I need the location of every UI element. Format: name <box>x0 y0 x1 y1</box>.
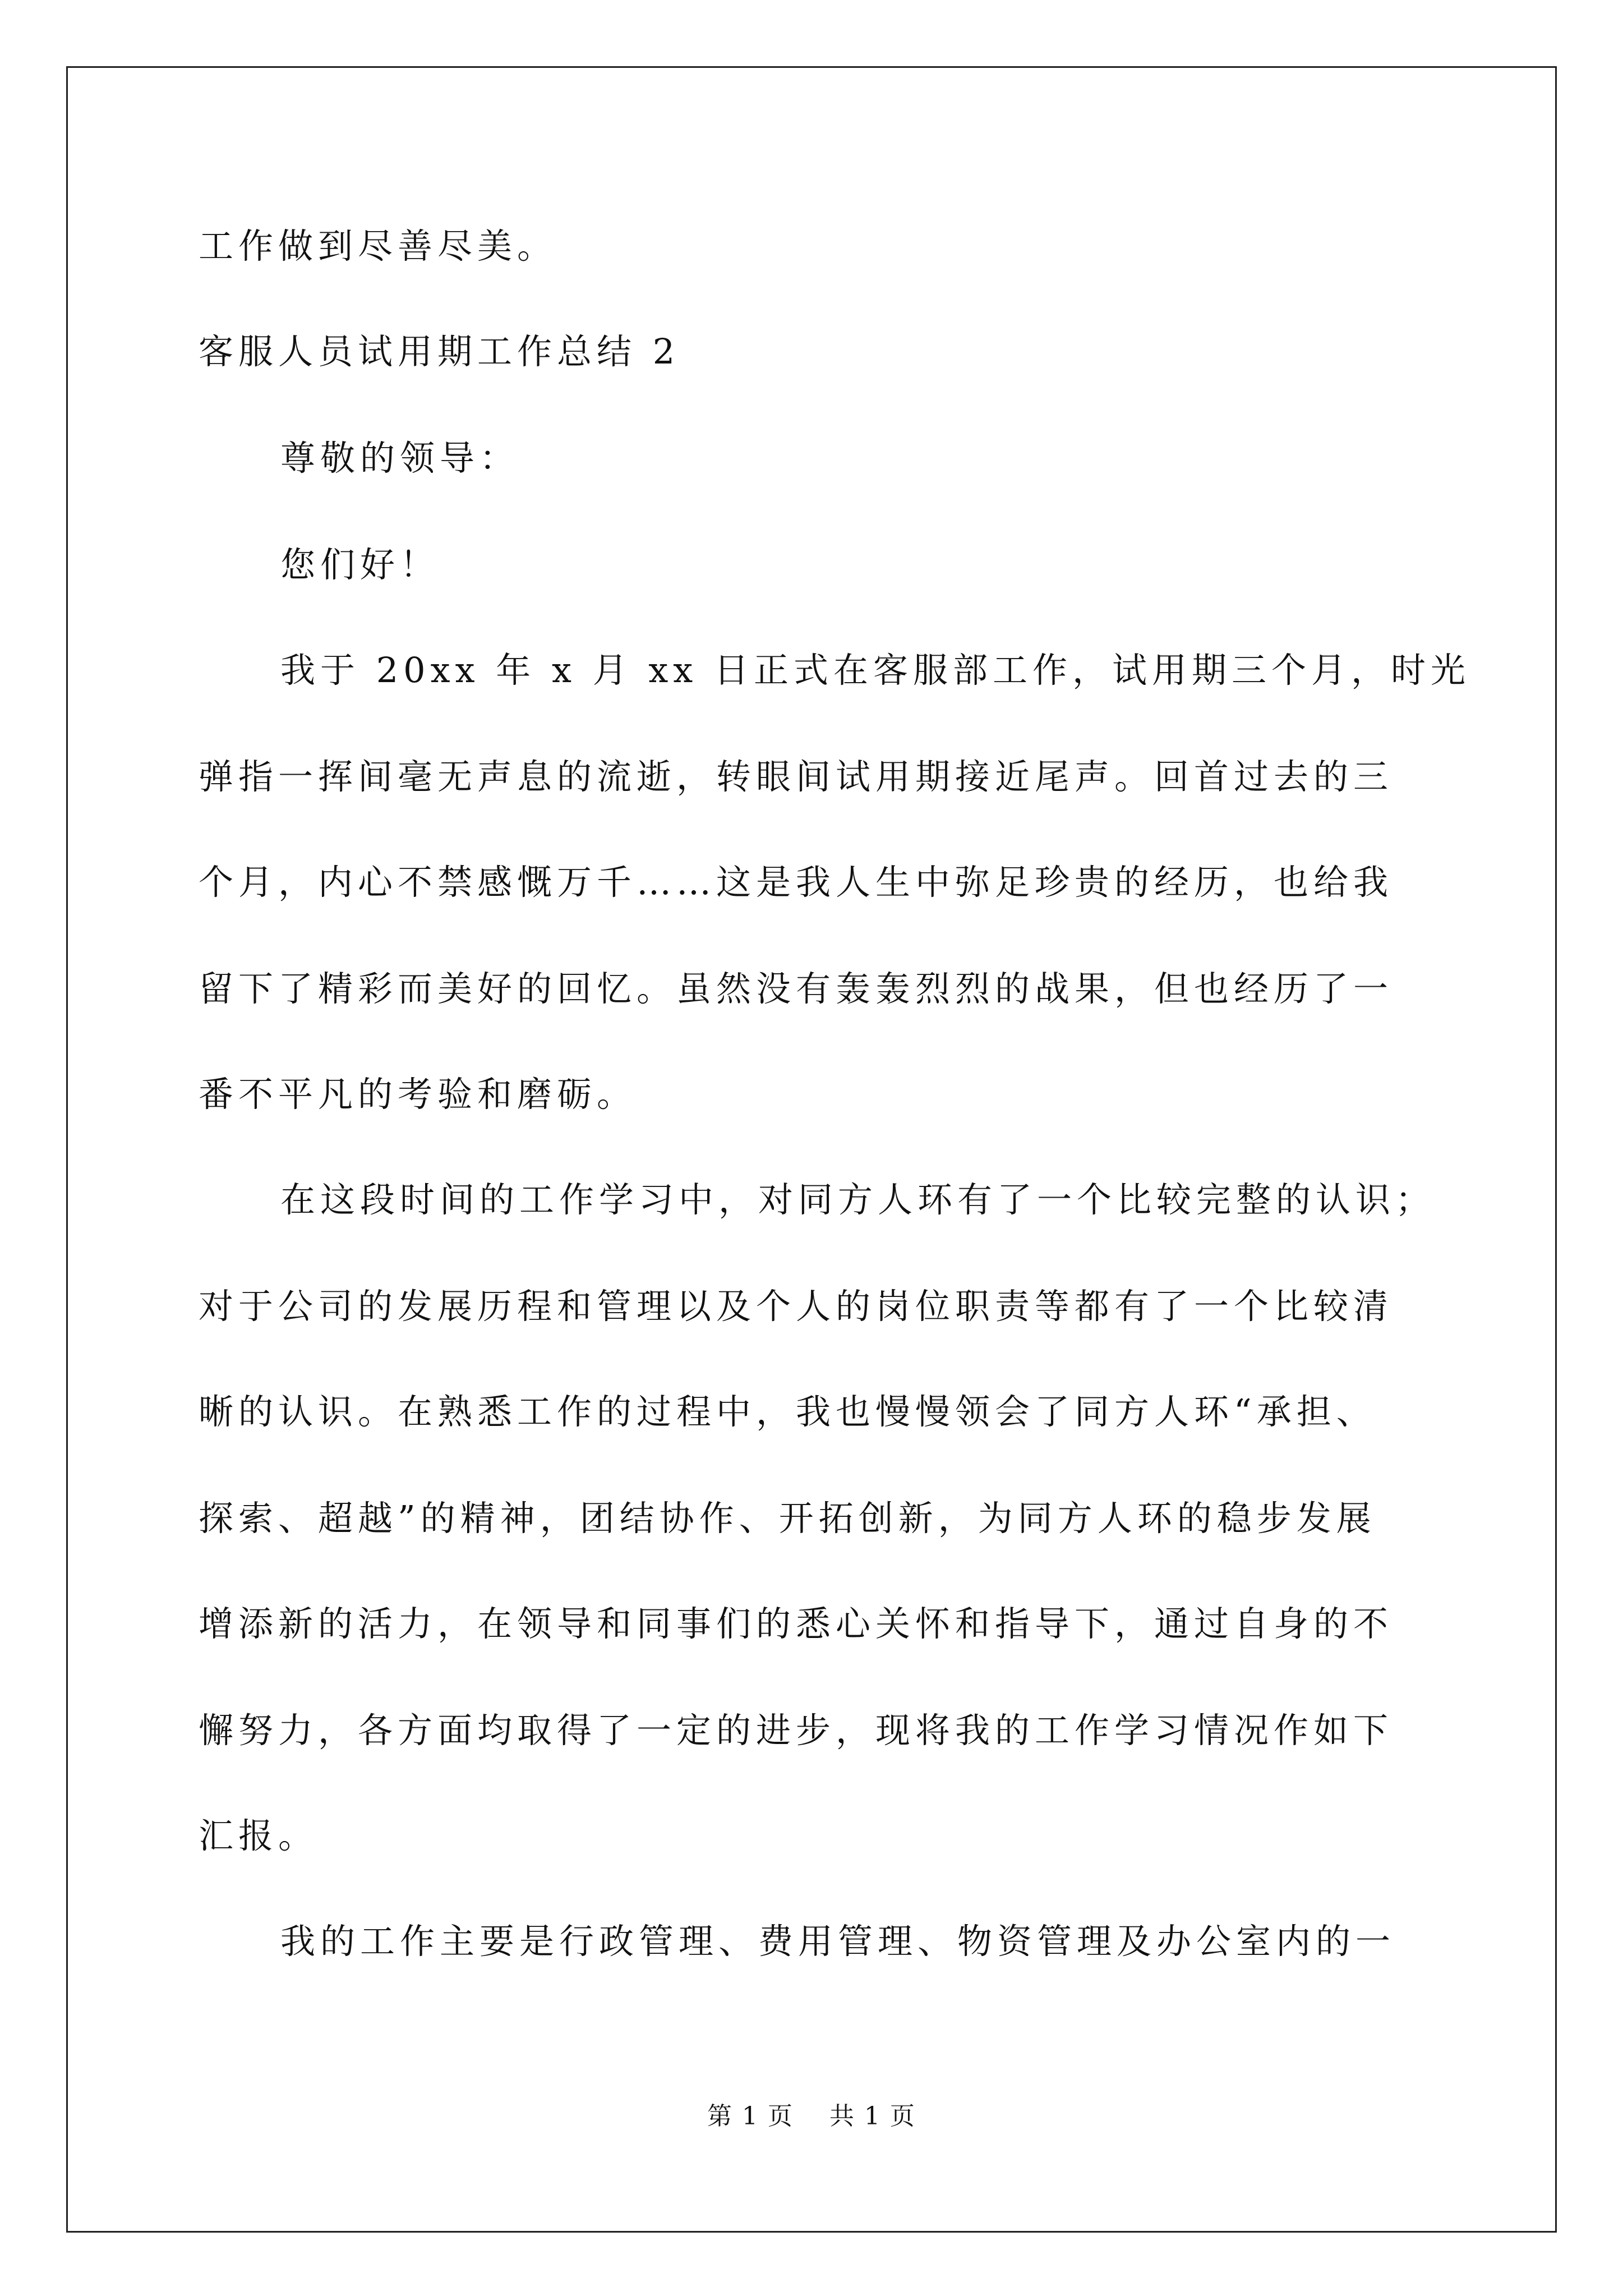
page-footer <box>0 2096 1623 2132</box>
total-pages: 共 1 页 <box>829 2102 916 2131</box>
paragraph-line: 工作做到尽善尽美。 <box>199 226 557 266</box>
paragraph-line: 番不平凡的考验和磨砺。 <box>199 1074 637 1115</box>
section-title: 客服人员试用期工作总结 2 <box>199 331 680 372</box>
paragraph-line: 探索、超越”的精神，团结协作、开拓创新，为同方人环的稳步发展 <box>199 1498 1376 1539</box>
page-number: 第 1 页 <box>707 2102 794 2131</box>
paragraph-line: 懈努力，各方面均取得了一定的进步，现将我的工作学习情况作如下 <box>199 1710 1394 1751</box>
paragraph-line: 我的工作主要是行政管理、费用管理、物资管理及办公室内的一 <box>280 1921 1396 1962</box>
paragraph-line: 对于公司的发展历程和管理以及个人的岗位职责等都有了一个比较清 <box>199 1286 1394 1327</box>
paragraph-line: 增添新的活力，在领导和同事们的悉心关怀和指导下，通过自身的不 <box>199 1603 1394 1644</box>
greeting: 您们好！ <box>280 544 440 585</box>
paragraph-line: 个月，内心不禁感慨万千……这是我人生中弥足珍贵的经历，也给我 <box>199 862 1394 903</box>
page-border <box>66 66 1557 2233</box>
salutation: 尊敬的领导： <box>280 438 520 478</box>
paragraph-line: 在这段时间的工作学习中，对同方人环有了一个比较完整的认识； <box>280 1179 1436 1220</box>
paragraph-line: 留下了精彩而美好的回忆。虽然没有轰轰烈烈的战果，但也经历了一 <box>199 968 1394 1009</box>
paragraph-line: 晰的认识。在熟悉工作的过程中，我也慢慢领会了同方人环“承担、 <box>199 1391 1376 1432</box>
paragraph-line: 我于 20xx 年 x 月 xx 日正式在客服部工作，试用期三个月，时光 <box>280 650 1470 691</box>
paragraph-line: 弹指一挥间毫无声息的流逝，转眼间试用期接近尾声。回首过去的三 <box>199 756 1394 797</box>
paragraph-line: 汇报。 <box>199 1815 319 1856</box>
